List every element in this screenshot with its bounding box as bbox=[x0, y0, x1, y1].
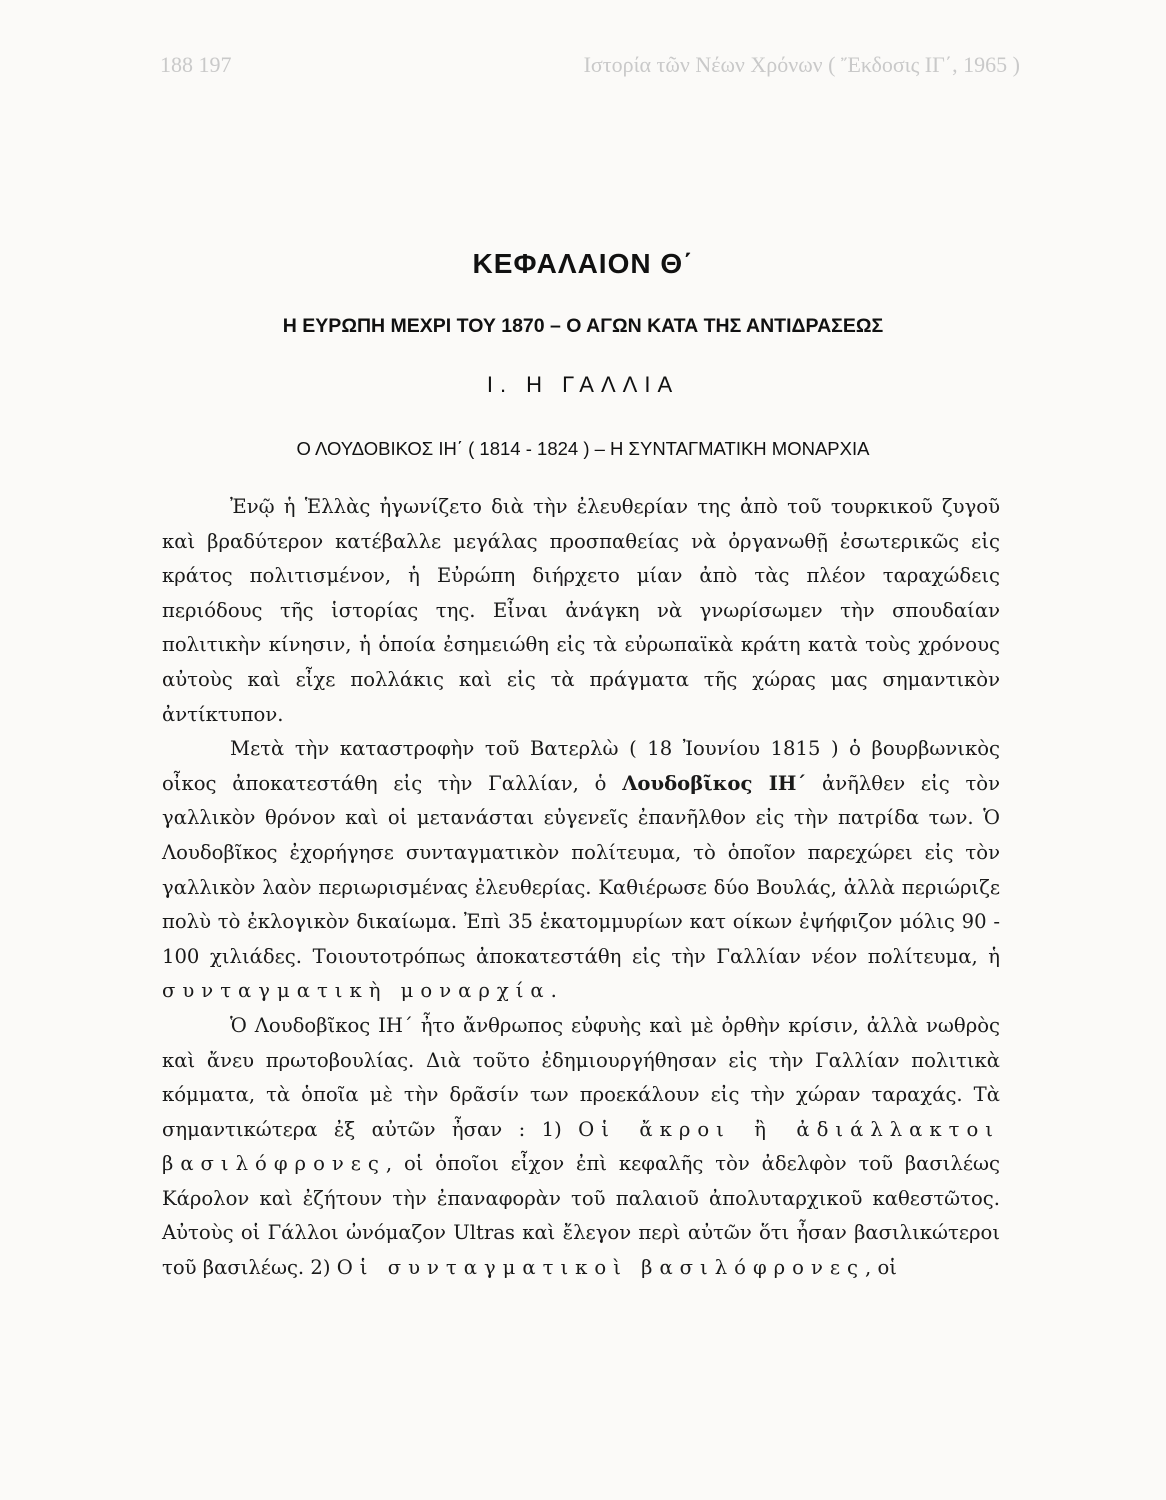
body-text bbox=[162, 490, 1000, 1286]
paragraph-3-text-b: , οἱ ὁποῖοι εἶχον ἐπὶ κεφαλῆς τὸν ἀδελφὸν τοῦ βασιλέως Κάρολον καὶ ἐζήτουν τὴν ἐπαναφορὰν τοῦ παλαιοῦ ἀπολυταρχικοῦ καθεστῶτος. Αὐτοὺς οἱ Γάλλοι ὠνόμαζον Ultras καὶ ἔλεγον περὶ αὐτῶν ὅτι ἦσαν βασιλικώτεροι τοῦ βασιλέως. 2) bbox=[162, 1152, 1000, 1280]
paragraph-1 bbox=[162, 490, 1000, 732]
chapter-subtitle: Η ΕΥΡΩΠΗ ΜΕΧΡΙ ΤΟΥ 1870 – Ο ΑΓΩΝ ΚΑΤΑ ΤΗΣ ΑΝΤΙΔΡΑΣΕΩΣ bbox=[282, 315, 884, 337]
paragraph-3-text-a: Ὁ Λουδοβῖκος ΙΗ΄ ἦτο ἄνθρωπος εὐφυὴς καὶ μὲ ὀρθὴν κρίσιν, ἀλλὰ νωθρὸς καὶ ἄνευ πρωτοβουλίας. Διὰ τοῦτο ἐδημιουργήθησαν εἰς τὴν Γαλλίαν πολιτικὰ κόμματα, τὰ ὁποῖα μὲ τὴν δρᾶσίν των προεκάλουν εἰς τὴν χώραν ταραχάς. Τὰ σημαντικώτερα ἐξ αὐτῶν ἦσαν : 1) bbox=[162, 1013, 1000, 1141]
bleed-through-header bbox=[160, 52, 1020, 78]
paragraph-2-bold-name: Λουδοβῖκος ΙΗ΄ bbox=[622, 771, 807, 795]
ghost-page-number: 188 197 bbox=[160, 52, 232, 77]
paragraph-2-spaced-term: συνταγματικὴ μοναρχία bbox=[162, 979, 551, 1003]
paragraph-3-spaced-term-1: Οἱ ἄκροι ἢ ἀδιάλλακτοι βασιλόφρονες bbox=[162, 1117, 1000, 1176]
paragraph-2 bbox=[162, 732, 1000, 1009]
section-subtitle: Ο ΛΟΥΔΟΒΙΚΟΣ ΙΗ΄ ( 1814 - 1824 ) – Η ΣΥΝΤΑΓΜΑΤΙΚΗ ΜΟΝΑΡΧΙΑ bbox=[296, 438, 870, 459]
paragraph-3 bbox=[162, 1009, 1000, 1286]
chapter-title: ΚΕΦΑΛΑΙΟΝ Θ΄ bbox=[472, 248, 694, 279]
paragraph-1-text: Ἐνῷ ἡ Ἑλλὰς ἠγωνίζετο διὰ τὴν ἐλευθερίαν της ἀπὸ τοῦ τουρκικοῦ ζυγοῦ καὶ βραδύτερον κατέβαλλε μεγάλας προσπαθείας νὰ ὀργανωθῇ ἐσωτερικῶς εἰς κράτος πολιτισμένον, ἡ Εὐρώπη διήρχετο μίαν ἀπὸ τὰς πλέον ταραχώδεις περιόδους τῆς ἱστορίας της. Εἶναι ἀνάγκη νὰ γνωρίσωμεν τὴν σπουδαίαν πολιτικὴν κίνησιν, ἡ ὁποία ἐσημειώθη εἰς τὰ εὐρωπαϊκὰ κράτη κατὰ τοὺς χρόνους αὐτοὺς καὶ εἶχε πολλάκις καὶ εἰς τὰ πράγματα τῆς χώρας μας σημαντικὸν ἀντίκτυπον. bbox=[162, 495, 1000, 726]
ghost-running-title: Ιστορία τῶν Νέων Χρόνων ( Ἔκδοσις ΙΓ΄, 1965 ) bbox=[583, 52, 1020, 77]
section-title: Ι. Η ΓΑΛΛΙΑ bbox=[486, 372, 680, 397]
paragraph-2-text-c: . bbox=[550, 979, 557, 1003]
paragraph-2-text-a: Μετὰ τὴν καταστροφὴν τοῦ Βατερλὼ ( 18 Ἰουνίου 1815 ) ὁ βουρβωνικὸς οἶκος ἀποκατεστάθη εἰς τὴν Γαλλίαν, ὁ bbox=[162, 737, 1000, 795]
paragraph-3-spaced-term-2: Οἱ συνταγματικοὶ βασιλόφρονες bbox=[336, 1256, 866, 1280]
paragraph-2-text-b: ἀνῆλθεν εἰς τὸν γαλλικὸν θρόνον καὶ οἱ μετανάσται εὐγενεῖς ἐπανῆλθον εἰς τὴν πατρίδα των. Ὁ Λουδοβῖκος ἐχορήγησε συνταγματικὸν πολίτευμα, τὸ ὁποῖον παρεχώρει εἰς τὸν γαλλικὸν λαὸν περιωρισμένας ἐλευθερίας. Καθιέρωσε δύο Βουλάς, ἀλλὰ περιώριζε πολὺ τὸ ἐκλογικὸν δικαίωμα. Ἐπὶ 35 ἑκατομμυρίων κατ οίκων ἐψήφιζον μόλις 90 - 100 χιλιάδες. Τοιουτοτρόπως ἀποκατεστάθη εἰς τὴν Γαλλίαν νέον πολίτευμα, ἡ bbox=[162, 771, 1001, 968]
paragraph-3-text-c: , οἱ bbox=[865, 1256, 897, 1280]
